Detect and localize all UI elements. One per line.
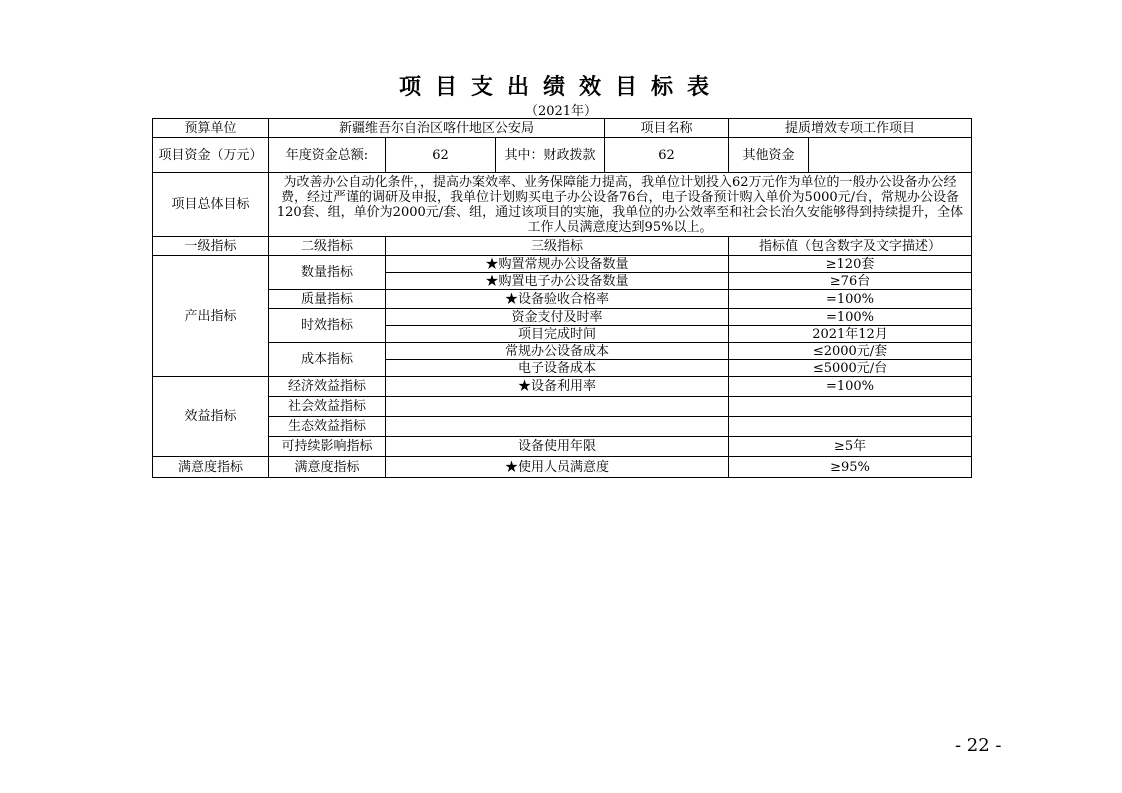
level2-indicator-label: 经济效益指标 (269, 377, 386, 397)
indicator-value: =100% (729, 309, 972, 326)
level2-indicator-label: 社会效益指标 (269, 397, 386, 417)
indicator-value: ≥120套 (729, 256, 972, 273)
annual-total-value: 62 (386, 138, 496, 173)
project-name-label: 项目名称 (605, 119, 729, 138)
indicator-value: 2021年12月 (729, 326, 972, 343)
table-row (153, 343, 972, 360)
table-row (153, 377, 972, 397)
project-name-value: 提质增效专项工作项目 (729, 119, 972, 138)
col-level1: 一级指标 (153, 237, 269, 256)
table-row (153, 290, 972, 309)
overall-goal-text: 为改善办公自动化条件，，提高办案效率、业务保障能力提高，我单位计划投入62万元作为单位的一般办公设备办公经费，经过严谨的调研及申报，我单位计划购买电子办公设备76台，电子设备预计购入单价为5000元/台，常规办公设备120套、组，单价为2000元/套、组，通过该项目的实施，我单位的办公效率至和社会长治久安能够得到持续提升，全体工作人员满意度达到95%以上。 (269, 173, 972, 237)
table-row (153, 417, 972, 437)
quantity-indicator-label: 数量指标 (269, 256, 386, 290)
level2-indicator-label: 生态效益指标 (269, 417, 386, 437)
table-row (153, 437, 972, 457)
table-row (153, 397, 972, 417)
indicator-name: 设备使用年限 (386, 437, 729, 457)
project-funds-row (153, 138, 972, 173)
fiscal-funds-value: 62 (605, 138, 729, 173)
funds-label: 项目资金（万元） (153, 138, 269, 173)
indicator-value (729, 397, 972, 417)
timeliness-indicator-label: 时效指标 (269, 309, 386, 343)
indicator-name: 电子设备成本 (386, 360, 729, 377)
indicator-value: ≤2000元/套 (729, 343, 972, 360)
indicator-name: ★使用人员满意度 (386, 457, 729, 478)
indicator-value: ≥76台 (729, 273, 972, 290)
indicator-name: ★购置电子办公设备数量 (386, 273, 729, 290)
indicator-value (729, 417, 972, 437)
cost-indicator-label: 成本指标 (269, 343, 386, 377)
col-level3: 三级指标 (386, 237, 729, 256)
page-number: - 22 - (955, 735, 1002, 756)
indicator-name: 项目完成时间 (386, 326, 729, 343)
col-level2: 二级指标 (269, 237, 386, 256)
indicator-name (386, 397, 729, 417)
table-row (153, 256, 972, 273)
indicator-value: ≥95% (729, 457, 972, 478)
indicator-name: 常规办公设备成本 (386, 343, 729, 360)
budget-unit-value: 新疆维吾尔自治区喀什地区公安局 (269, 119, 605, 138)
budget-unit-label: 预算单位 (153, 119, 269, 138)
indicator-name: 资金支付及时率 (386, 309, 729, 326)
overall-goal-row (153, 173, 972, 237)
indicator-value: ≤5000元/台 (729, 360, 972, 377)
indicator-value: =100% (729, 377, 972, 397)
indicator-name: ★设备验收合格率 (386, 290, 729, 309)
page-title: 项目支出绩效目标表 (398, 75, 723, 100)
col-indicator-value: 指标值（包含数字及文字描述） (729, 237, 972, 256)
budget-unit-row (153, 119, 972, 138)
overall-goal-label: 项目总体目标 (153, 173, 269, 237)
satisfaction-indicator-label: 满意度指标 (153, 457, 269, 478)
level2-indicator-label: 满意度指标 (269, 457, 386, 478)
output-indicator-label: 产出指标 (153, 256, 269, 377)
table-row (153, 309, 972, 326)
column-header-row (153, 237, 972, 256)
other-funds-value (809, 138, 972, 173)
indicator-name: ★设备利用率 (386, 377, 729, 397)
annual-total-label: 年度资金总额: (269, 138, 386, 173)
table-row (153, 457, 972, 478)
fiscal-funds-label: 其中：财政拨款 (496, 138, 605, 173)
indicator-value: =100% (729, 290, 972, 309)
quality-indicator-label: 质量指标 (269, 290, 386, 309)
benefit-indicator-label: 效益指标 (153, 377, 269, 457)
indicator-name: ★购置常规办公设备数量 (386, 256, 729, 273)
indicator-name (386, 417, 729, 437)
other-funds-label: 其他资金 (729, 138, 809, 173)
year-subtitle: （2021年） (524, 104, 598, 119)
performance-target-table (152, 118, 972, 478)
level2-indicator-label: 可持续影响指标 (269, 437, 386, 457)
indicator-value: ≥5年 (729, 437, 972, 457)
